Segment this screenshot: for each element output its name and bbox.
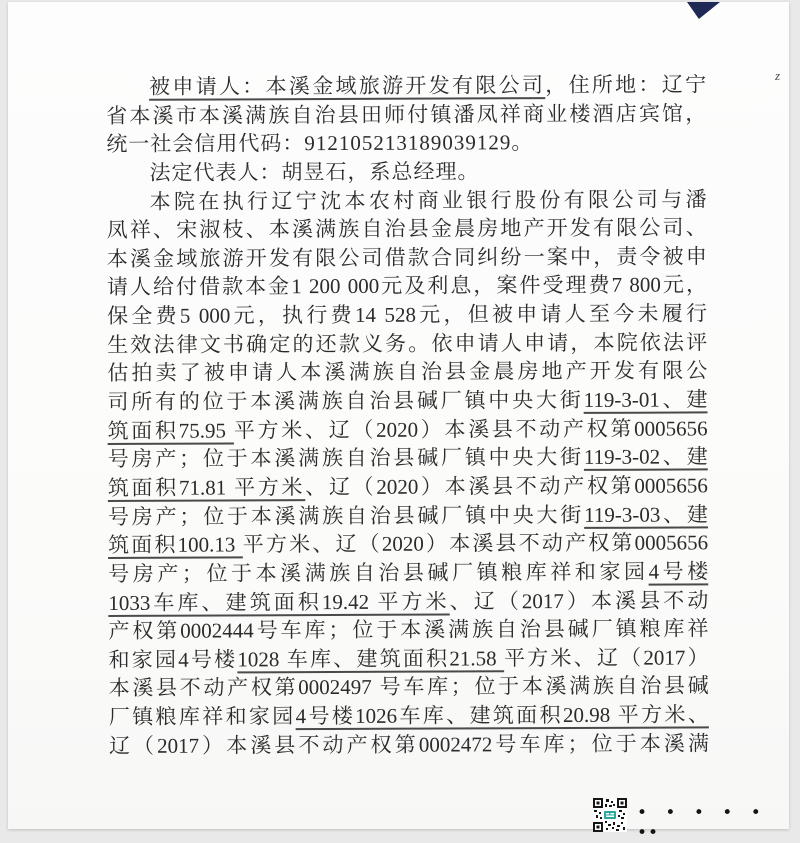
text-segment: 号房产；位于本溪满族自治县碱厂镇中央大街 — [107, 445, 584, 472]
document-line — [108, 643, 708, 674]
dot-marks: • • • • • •• — [637, 803, 762, 843]
stray-pen-mark: z — [775, 68, 781, 83]
text-segment: 平方米、辽（2017） — [504, 645, 709, 671]
document-line — [108, 443, 708, 474]
pen-underlined-text: 被申请人：本溪金域旅游开发有限公司 — [149, 73, 546, 99]
document-line — [108, 615, 708, 646]
text-segment: ，住所地：辽宁 — [545, 72, 707, 98]
document-line — [107, 328, 707, 359]
document-line — [108, 500, 708, 531]
pen-underlined-text: 1028 车库、建筑面积21.58 — [237, 646, 505, 672]
document-line — [109, 672, 709, 703]
document-line — [108, 586, 708, 617]
text-segment: 厂镇粮库祥和家园 — [108, 704, 296, 730]
text-segment: 省本溪市本溪满族自治县田师付镇潘凤祥商业楼酒店宾馆， — [106, 101, 707, 128]
qr-code — [593, 798, 627, 832]
text-segment: 平方米、辽（2020）本溪县不动产权第0005656 — [233, 416, 708, 443]
text-segment: 和家园4号楼 — [108, 647, 238, 672]
document-line — [108, 471, 708, 502]
document-line — [107, 271, 707, 302]
text-segment: 本溪金域旅游开发有限公司借款合同纠纷一案中，责令被申 — [106, 244, 707, 271]
document-line — [106, 70, 706, 101]
text-segment: 平方米、辽（2020）本溪县不动产权第0005656 — [242, 530, 709, 557]
text-segment: 请人给付借款本金1 200 000元及利息，案件受理费7 800元， — [106, 272, 707, 300]
corner-fold-mark — [687, 2, 720, 19]
document-line — [107, 357, 707, 388]
text-segment: 本溪县不动产权第0002497 号车库；位于本溪满族自治县碱 — [108, 673, 709, 701]
text-segment: 辽（2017）本溪县不动产权第0002472号车库；位于本溪满 — [108, 731, 709, 758]
pen-underlined-text: 4号楼 — [648, 559, 709, 584]
document-body — [106, 70, 709, 760]
text-segment: 号房产；位于本溪满族自治县碱厂镇中央大街 — [107, 502, 585, 529]
text-segment: 生效法律文书确定的还款义务。依申请人申请，本院依法评 — [107, 330, 708, 357]
pen-underlined-text: 119-3-01、建 — [583, 387, 708, 412]
pen-underlined-text: 4号楼1026车库、建筑面积20.98 平方米、 — [295, 702, 709, 729]
text-segment: 法定代表人：胡昱石，系总经理。 — [149, 159, 480, 185]
text-segment: 号房产；位于本溪满族自治县碱厂镇粮库祥和家园 — [108, 559, 649, 586]
text-segment: 估拍卖了被申请人本溪满族自治县金晨房地产开发有限公 — [107, 358, 708, 386]
document-line — [109, 700, 709, 731]
document-line — [108, 557, 708, 588]
document-line — [107, 214, 707, 245]
text-segment: 保全费5 000元，执行费14 528元，但被申请人至今未履行 — [107, 301, 708, 329]
text-segment: 凤祥、宋淑枝、本溪满族自治县金晨房地产开发有限公司、 — [106, 215, 707, 243]
pen-underlined-text: 1033车库、建筑面积19.42 平方米 — [108, 589, 450, 615]
pen-underlined-text: 筑面积100.13 — [108, 532, 243, 558]
document-line — [107, 414, 707, 445]
text-segment: 统一社会信用代码：912105213189039129。 — [106, 130, 534, 157]
text-segment: 产权第0002444号车库；位于本溪满族自治县碱厂镇粮库祥 — [108, 616, 709, 644]
document-line — [107, 242, 707, 273]
document-line — [107, 385, 707, 416]
document-line — [108, 529, 708, 560]
pen-underlined-text: 筑面积75.95 — [107, 418, 234, 443]
text-segment: 、辽（2020）本溪县不动产权第0005656 — [305, 473, 708, 500]
pen-underlined-text: 119-3-03、建 — [584, 501, 708, 527]
pen-underlined-text: 筑面积71.81 平方米 — [107, 475, 306, 500]
document-line — [106, 156, 706, 187]
document-line — [106, 99, 706, 130]
document-line — [109, 729, 709, 760]
document-line — [107, 300, 707, 331]
document-line — [106, 185, 706, 216]
text-segment: 本院在执行辽宁沈本农村商业银行股份有限公司与潘 — [149, 186, 707, 214]
text-segment: 、辽（2017）本溪县不动 — [449, 587, 709, 614]
text-segment: 司所有的位于本溪满族自治县碱厂镇中央大街 — [107, 387, 584, 415]
pen-underlined-text: 119-3-02、建 — [583, 444, 708, 470]
document-page — [8, 2, 789, 843]
document-line — [106, 128, 706, 159]
